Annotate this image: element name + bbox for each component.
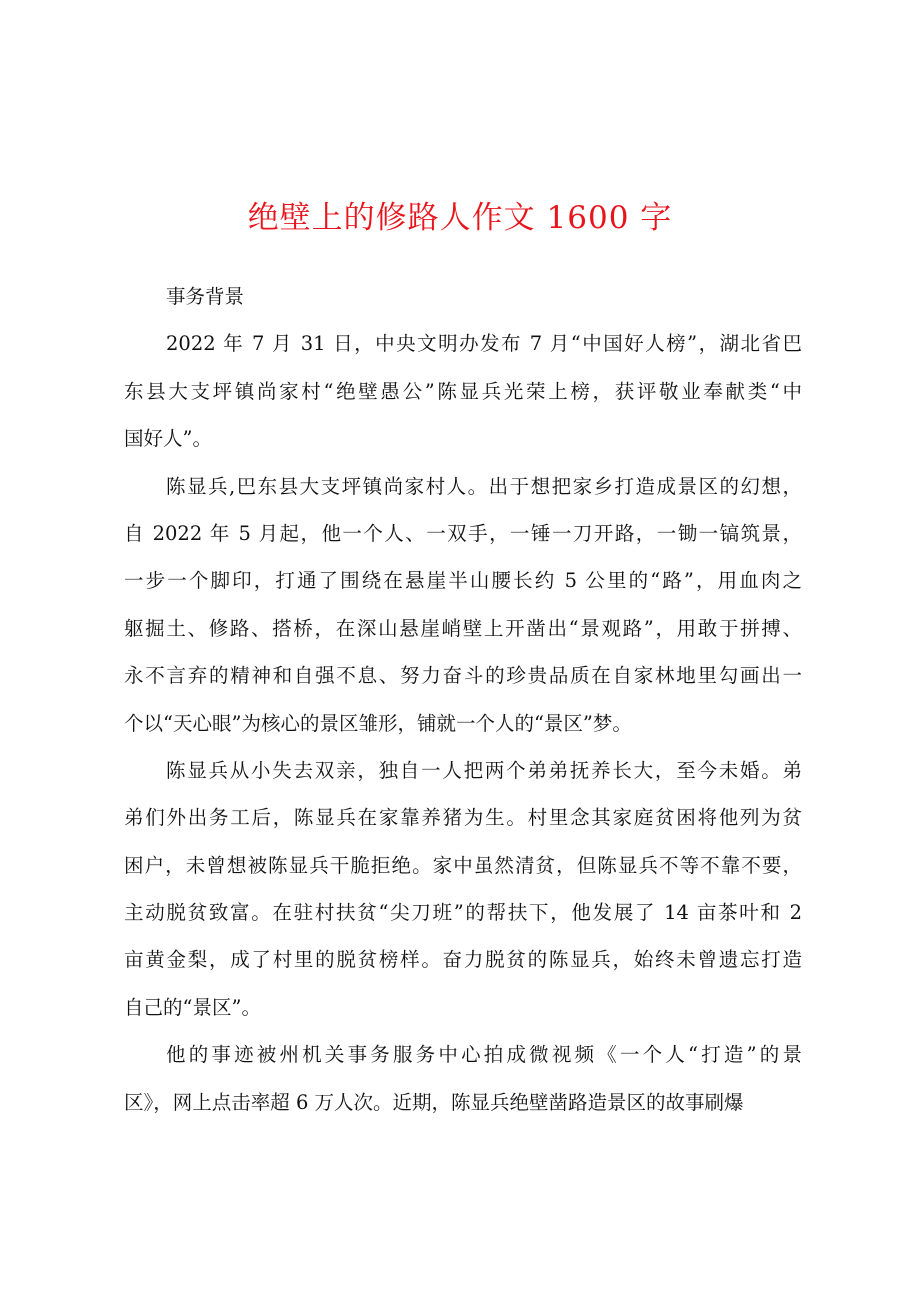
text-line: 区》，网上点击率超 6 万人次。近期，陈显兵绝壁凿路造景区的故事刷爆 (124, 1090, 744, 1114)
text-line: 一步一个脚印，打通了围绕在悬崖半山腰长约 5 公里的“路”，用血肉之 (124, 569, 802, 593)
text-line: 困户，未曾想被陈显兵干脆拒绝。家中虽然清贫，但陈显兵不等不靠不要， (124, 853, 802, 877)
text-line: 他的事迹被州机关事务服务中心拍成微视频《一个人“打造”的景 (166, 1043, 802, 1067)
text-line: 亩黄金梨，成了村里的脱贫榜样。奋力脱贫的陈显兵，始终未曾遗忘打造 (124, 948, 802, 972)
text-line: 事务背景 (166, 285, 245, 308)
text-line: 永不言弃的精神和自强不息、努力奋斗的珍贵品质在自家林地里勾画出一 (124, 664, 802, 688)
section-heading (124, 273, 802, 320)
paragraph (124, 1031, 802, 1126)
text-line: 国好人”。 (124, 427, 212, 451)
text-line: 2022 年 7 月 31 日，中央文明办发布 7 月“中国好人榜”，湖北省巴 (166, 332, 802, 356)
paragraph (124, 320, 802, 462)
text-line: 弟们外出务工后，陈显兵在家靠养猪为生。村里念其家庭贫困将他列为贫 (124, 806, 802, 830)
text-line: 陈显兵,巴东县大支坪镇尚家村人。出于想把家乡打造成景区的幻想， (166, 474, 802, 498)
paragraph (124, 747, 802, 1031)
document-body (124, 273, 802, 1126)
text-line: 自己的“景区”。 (124, 995, 261, 1019)
text-line: 躯掘土、修路、搭桥，在深山悬崖峭壁上开凿出“景观路”，用敢于拼搏、 (124, 616, 802, 640)
text-line: 主动脱贫致富。在驻村扶贫“尖刀班”的帮扶下，他发展了 14 亩茶叶和 2 (124, 901, 802, 925)
text-line: 东县大支坪镇尚家村“绝壁愚公”陈显兵光荣上榜，获评敬业奉献类“中 (124, 379, 802, 403)
text-line: 陈显兵从小失去双亲，独自一人把两个弟弟抚养长大，至今未婚。弟 (166, 758, 802, 782)
text-line: 个以“天心眼”为核心的景区雏形，铺就一个人的“景区”梦。 (124, 711, 632, 735)
text-line: 自 2022 年 5 月起，他一个人、一双手，一锤一刀开路，一锄一镐筑景， (124, 521, 802, 545)
paragraph (124, 463, 802, 747)
document-title: 绝壁上的修路人作文 1600 字 (247, 200, 673, 236)
